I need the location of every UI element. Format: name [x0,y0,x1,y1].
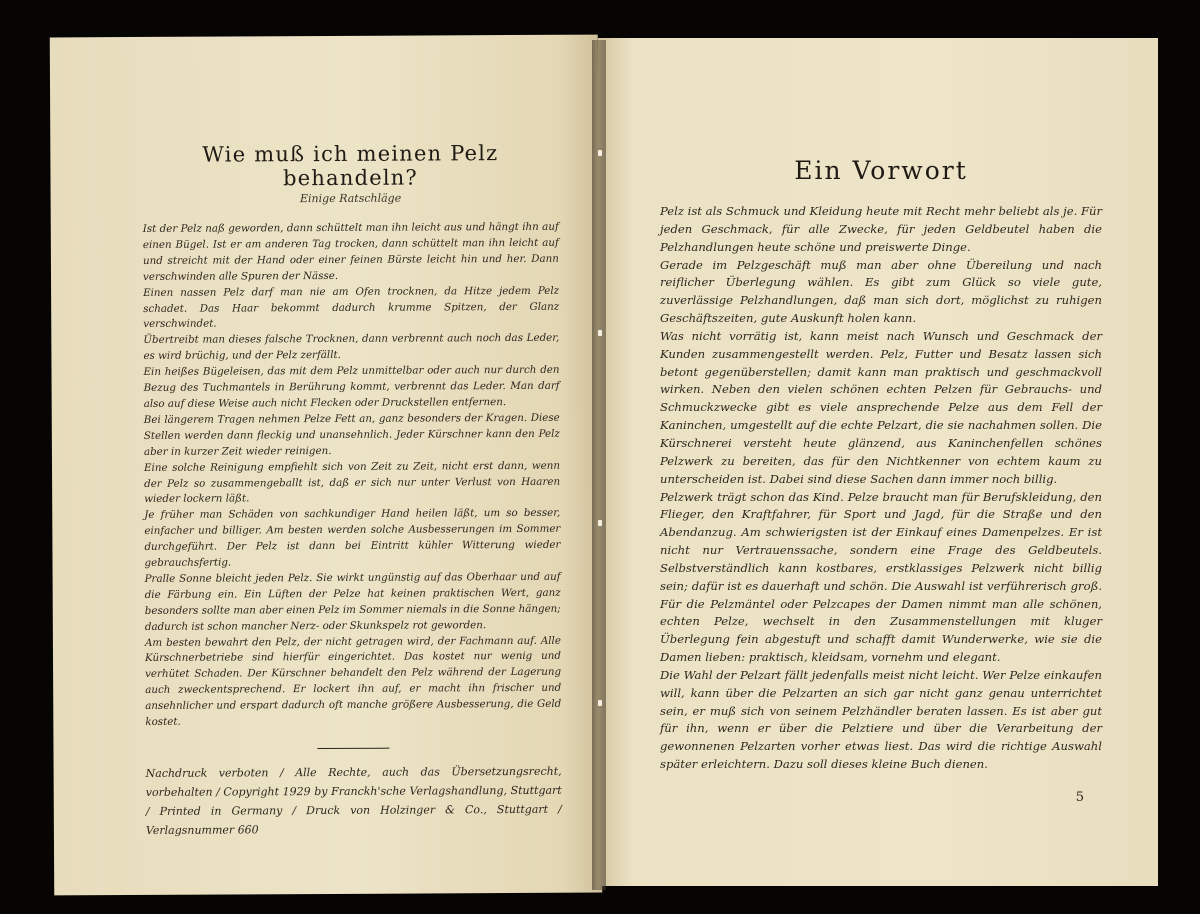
right-page-title: Ein Vorwort [794,156,968,185]
staple-stitch [598,520,602,526]
paragraph: Ein heißes Bügeleisen, das mit dem Pelz unmittelbar oder auch nur durch den Bezug des Tuchmantels in Berührung kommt, verbrennt das Leder. Man darf also auf diese Weise auch nicht Flecken oder Druckstellen entfernen. [143,363,560,410]
staple-stitch [598,330,602,336]
paragraph: Am besten bewahrt den Pelz, der nicht getragen wird, der Fachmann auf. Alle Kürschnerbetriebe sind hierfür eingerichtet. Das kostet nur wenig und verhütet Schaden. Der Kürschner behandelt den Pelz während der Lagerung auch zweckentsprechend. Er lockert ihn auf, er macht ihn frischer und ansehnlicher und erspart dadurch oft manche größere Ausbesserung, die Geld kostet. [144,634,562,729]
paragraph: Pelz ist als Schmuck und Kleidung heute mit Recht mehr beliebt als je. Für jeden Geschmack, für alle Zwecke, für jeden Geldbeutel haben die Pelzhandlungen heute schöne und preiswerte Dinge. [660,204,1102,254]
paragraph: Bei längerem Tragen nehmen Pelze Fett an, ganz besonders der Kragen. Diese Stellen werden dann fleckig und unansehnlich. Jeder Kürschner kann den Pelz aber in kurzer Zeit wieder reinigen. [143,411,560,458]
paragraph: Pelzwerk trägt schon das Kind. Pelze braucht man für Berufskleidung, den Flieger, den Kraftfahrer, für Sport und Jagd, für die Straße und den Abendanzug. Am schwierigsten ist der Einkauf eines Damenpelzes. Er ist nicht nur Vertrauenssache, sondern eine Frage des Geldbeutels. Selbstverständlich kann kostbares, erstklassiges Pelzwerk nicht billig sein; dafür ist es dauerhaft und schön. Die Auswahl ist verführerisch groß. Für die Pelzmäntel oder Pelzcapes der Damen nimmt man alle schönen, echten Pelze, wechselt in den Zusammenstellungen mit kluger Überlegung fein abgestuft und schafft damit Wunderwerke, wie sie die Damen lieben: praktisch, kleidsam, vornehm und elegant. [660,489,1102,665]
imprint-note: Nachdruck verboten / Alle Rechte, auch das Übersetzungsrecht, vorbehalten / Copyright 1929 by Franckh'sche Verlagshandlung, Stuttgart / Printed in Germany / Druck von Holzinger & Co., Stuttgart / Verlagsnummer 660 [145,764,562,837]
left-page-title: Wie muß ich meinen Pelz behandeln? [202,141,499,191]
paragraph: Eine solche Reinigung empfiehlt sich von Zeit zu Zeit, nicht erst dann, wenn der Pelz so zusammengeballt ist, daß er sich nur unter Verlust von Haaren wieder lockern läßt. [143,459,561,506]
paragraph: Was nicht vorrätig ist, kann meist nach Wunsch und Geschmack der Kunden zusammengestellt werden. Pelz, Futter und Besatz lassen sich betont gegenüberstellen; damit kann man praktisch und geschmackvoll wirken. Neben den vielen schönen echten Pelzen für Gebrauchs- und Schmuckzwecke gibt es viele ansprechende Pelze aus dem Fell der Kaninchen, umgestellt auf die echte Pelzart, die sie nachahmen sollen. Die Kürschnerei versteht heute glänzend, aus Kaninchenfellen schönes Pelzwerk zu bereiten, das für den Nichtkenner von echtem kaum zu unterscheiden ist. Dabei sind diese Sachen dann immer noch billig. [660,328,1102,486]
paragraph: Übertreibt man dieses falsche Trocknen, dann verbrennt auch noch das Leder, es wird brüchig, und der Pelz zerfällt. [143,332,560,363]
left-page [50,35,602,896]
divider [317,748,389,749]
paragraph: Pralle Sonne bleicht jeden Pelz. Sie wirkt ungünstig auf das Oberhaar und auf die Färbung ein. Ein Lüften der Pelze hat keinen praktischen Wert, ganz besonders sollte man aber einen Pelz im Sommer niemals in die Sonne hängen; dadurch ist schon mancher Nerz- oder Skunkspelz rot geworden. [144,570,561,633]
page-number: 5 [1075,790,1084,805]
left-page-body [143,220,562,731]
paragraph: Gerade im Pelzgeschäft muß man aber ohne Übereilung und nach reiflicher Überlegung wählen. Es gibt zum Glück so viele gute, zuverlässige Pelzhandlungen, daß man sich dort, möglichst zu ruhigen Geschäftszeiten, gute Auskunft holen kann. [660,257,1102,326]
book-spine [592,40,606,890]
staple-stitch [598,700,602,706]
paragraph: Die Wahl der Pelzart fällt jedenfalls meist nicht leicht. Wer Pelze einkaufen will, kann über die Pelzarten an sich gar nicht ganz genau unterrichtet sein, er muß sich von seinem Pelzhändler beraten lassen. Es ist aber gut für ihn, wenn er über die Pelztiere und über die Verarbeitung der gewonnenen Pelzarten vorher etwas liest. Das wird die richtige Auswahl später erleichtern. Dazu soll dieses kleine Buch dienen. [660,667,1102,772]
paragraph: Je früher man Schäden von sachkundiger Hand heilen läßt, um so besser, einfacher und billiger. Am besten werden solche Ausbesserungen im Sommer durchgeführt. Der Pelz ist dann bei Eintritt kühler Witterung wieder gebrauchsfertig. [144,507,561,569]
staple-stitch [598,150,602,156]
right-page [598,38,1158,886]
paragraph: Ist der Pelz naß geworden, dann schüttelt man ihn leicht aus und hängt ihn auf einen Bügel. Ist er am anderen Tag trocken, dann schüttelt man ihn leicht auf und streicht mit der Hand oder einer feinen Bürste leicht hin und her. Dann verschwinden alle Spuren der Nässe. [142,220,559,283]
left-page-subtitle: Einige Ratschläge [299,191,402,206]
right-page-body [660,203,1102,774]
paragraph: Einen nassen Pelz darf man nie am Ofen trocknen, da Hitze jedem Pelz schadet. Das Haar bekommt dadurch krumme Spitzen, der Glanz verschwindet. [143,284,560,331]
